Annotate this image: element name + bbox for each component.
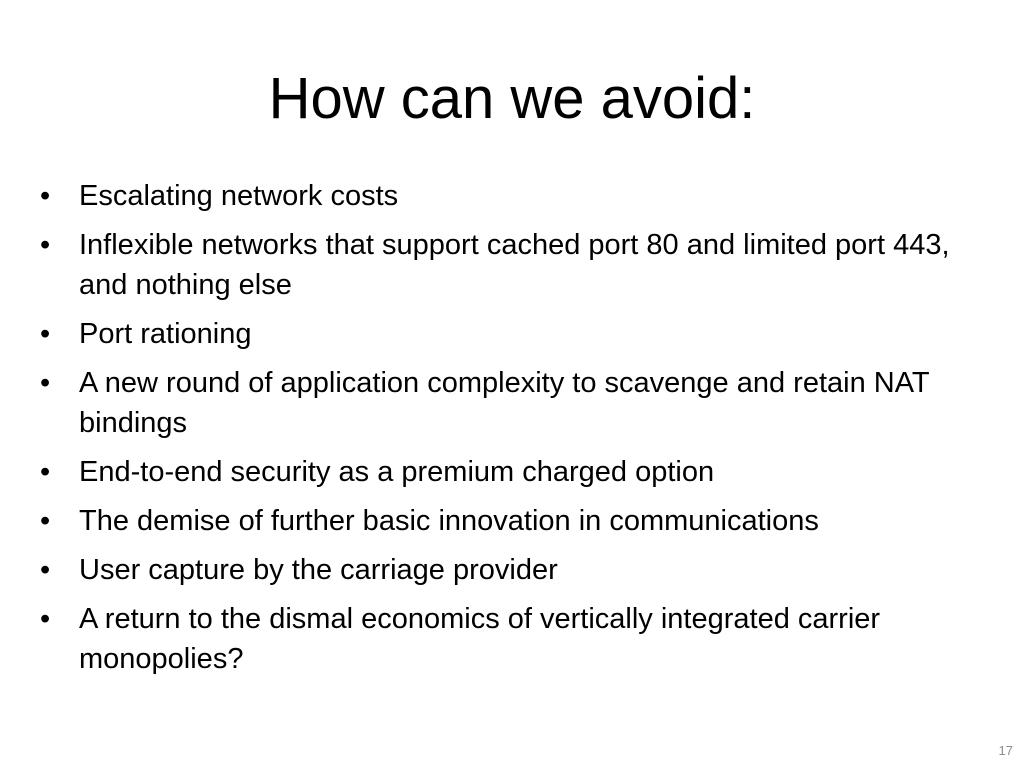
bullet-text: Inflexible networks that support cached port 80 and limited port 443, and nothing else [79,229,950,301]
slide-number: 17 [998,743,1013,758]
bullet-list [40,176,990,688]
bullet-text: A new round of application complexity to scavenge and retain NAT bindings [79,367,930,439]
bullet-item-5 [40,452,990,492]
bullet-icon: • [40,505,51,537]
bullet-icon: • [40,180,51,212]
bullet-item-6 [40,501,990,541]
bullet-item-7 [40,550,990,590]
bullet-icon: • [40,603,51,635]
bullet-text: User capture by the carriage provider [79,554,558,586]
slide-title: How can we avoid: [268,66,756,131]
bullet-item-3 [40,314,990,354]
bullet-text: Port rationing [79,318,252,350]
bullet-icon: • [40,456,51,488]
bullet-item-8 [40,599,990,679]
bullet-text: The demise of further basic innovation in communications [79,505,819,537]
bullet-item-1 [40,176,990,216]
bullet-item-2 [40,225,990,305]
bullet-item-4 [40,363,990,443]
bullet-text: A return to the dismal economics of vertically integrated carrier monopolies? [79,603,881,675]
bullet-text: End-to-end security as a premium charged option [79,456,715,488]
bullet-icon: • [40,318,51,350]
bullet-text: Escalating network costs [79,180,399,212]
bullet-icon: • [40,554,51,586]
bullet-icon: • [40,367,51,399]
bullet-icon: • [40,229,51,261]
